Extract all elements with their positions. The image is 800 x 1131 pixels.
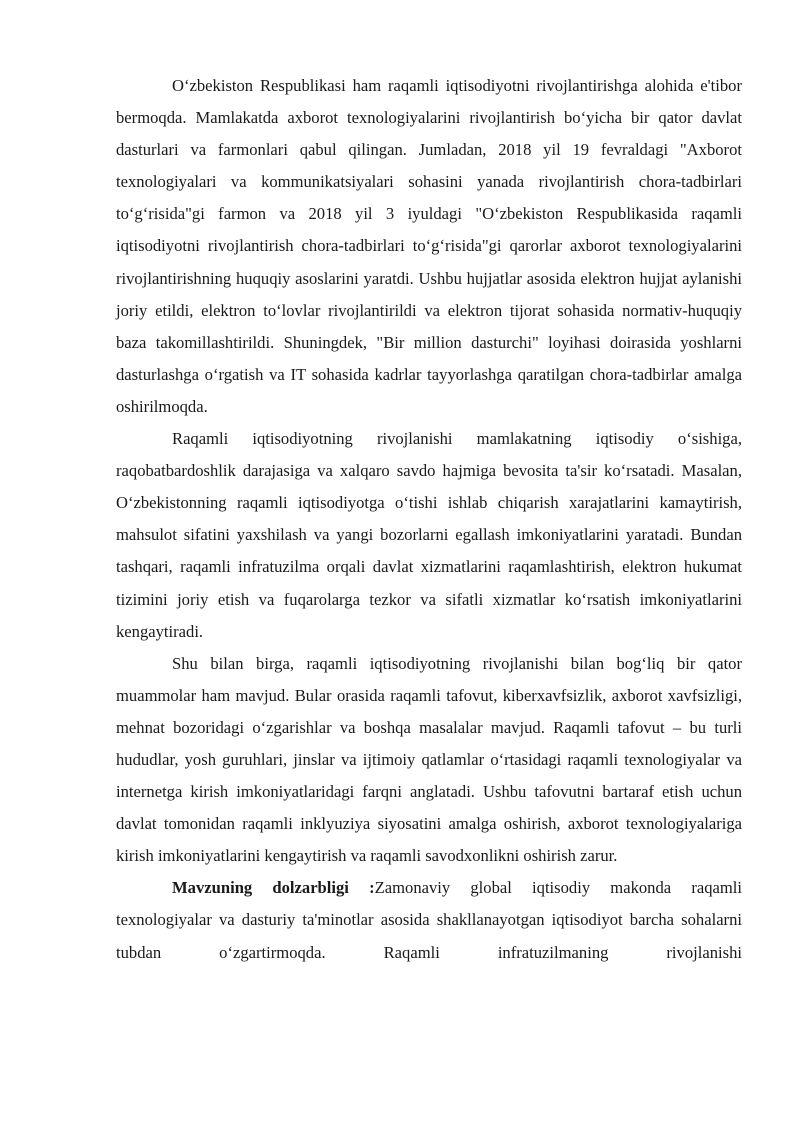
paragraph-state-programs: O‘zbekiston Respublikasi ham raqamli iqtisodiyotni rivojlantirishga alohida e'tibor bermoqda. Mamlakatda axborot texnologiyalarini rivojlantirish bo‘yicha bir qator davlat dasturlari va farmonlari qabul qilingan. Jumladan, 2018 yil 19 fevraldagi "Axborot texnologiyalari va kommunikatsiyalari sohasini yanada rivojlantirish chora-tadbirlari to‘g‘risida"gi farmon va 2018 yil 3 iyuldagi "O‘zbekiston Respublikasida raqamli iqtisodiyotni rivojlantirish chora-tadbirlari to‘g‘risida"gi qarorlar axborot texnologiyalarini rivojlantirishning huquqiy asoslarini yaratdi. Ushbu hujjatlar asosida elektron hujjat aylanishi joriy etildi, elektron to‘lovlar rivojlantirildi va elektron tijorat sohasida normativ-huquqiy baza takomillashtirildi. Shuningdek, "Bir million dasturchi" loyihasi doirasida yoshlarni dasturlashga o‘rgatish va IT sohasida kadrlar tayyorlashga qaratilgan chora-tadbirlar amalga oshirilmoqda. [116,76,742,416]
paragraph-topic-relevance [116,872,742,968]
topic-relevance-heading: Mavzuning dolzarbligi : [172,878,375,898]
paragraph-digital-divide: Shu bilan birga, raqamli iqtisodiyotning rivojlanishi bilan bog‘liq bir qator muammolar ham mavjud. Bular orasida raqamli tafovut, kiberxavfsizlik, axborot xavfsizligi, mehnat bozoridagi o‘zgarishlar va boshqa masalalar mavjud. Raqamli tafovut – bu turli hududlar, yosh guruhlari, jinslar va ijtimoiy qatlamlar o‘rtasidagi raqamli texnologiyalar va internetga kirish imkoniyatlaridagi farqni anglatadi. Ushbu tafovutni bartaraf etish uchun davlat tomonidan raqamli inklyuziya siyosatini amalga oshirish, axborot texnologiyalariga kirish imkoniyatlarini kengaytirish va raqamli savodxonlikni oshirish zarur. [116,653,742,866]
topic-relevance-text: Zamonaviy global iqtisodiy makonda raqamli texnologiyalar va dasturiy ta'minotlar asosida shakllanayotgan iqtisodiyot barcha sohalarni tubdan o‘zgartirmoqda. Raqamli infratuzilmaning rivojlanishi [116,878,742,962]
paragraph-economic-impact: Raqamli iqtisodiyotning rivojlanishi mamlakatning iqtisodiy o‘sishiga, raqobatbardoshlik darajasiga va xalqaro savdo hajmiga bevosita ta'sir ko‘rsatadi. Masalan, O‘zbekistonning raqamli iqtisodiyotga o‘tishi ishlab chiqarish xarajatlarini kamaytirish, mahsulot sifatini yaxshilash va yangi bozorlarni egallash imkoniyatlarini yaratadi. Bundan tashqari, raqamli infratuzilma orqali davlat xizmatlarini raqamlashtirish, elektron hukumat tizimini joriy etish va fuqarolarga tezkor va sifatli xizmatlar ko‘rsatish imkoniyatlarini kengaytiradi. [116,429,742,641]
document-page [116,70,742,969]
